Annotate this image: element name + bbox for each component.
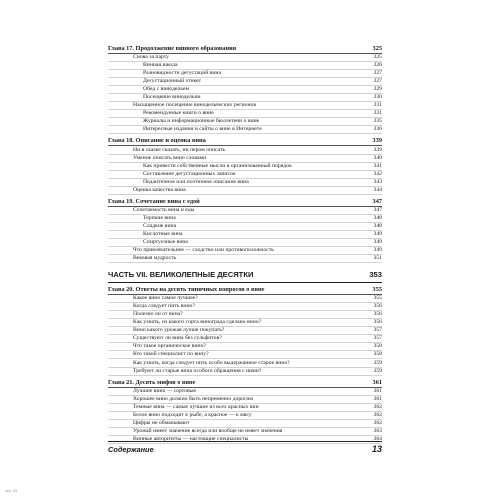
toc-page-number: 342: [373, 170, 382, 177]
toc-title: Темные вина — самые лучшие из всех красных вин: [133, 403, 259, 410]
footer-page-number: 13: [371, 444, 382, 454]
toc-page-number: 357: [373, 335, 382, 342]
toc-page-number: 327: [373, 70, 382, 77]
toc-page-number: 349: [373, 230, 382, 237]
toc-title: Вековая мудрость: [133, 255, 177, 262]
toc-page-number: 361: [373, 387, 382, 394]
toc-title: ЧАСТЬ VII. ВЕЛИКОЛЕПНЫЕ ДЕСЯТКИ: [108, 270, 254, 280]
toc-entry: [108, 171, 382, 179]
toc-entry: [108, 187, 382, 195]
footer-title: Содержание: [108, 444, 154, 454]
toc-title: Терпкие вина: [143, 214, 176, 221]
toc-title: Кто такой специалист по вину?: [133, 351, 209, 358]
toc-page-number: 349: [373, 238, 382, 245]
toc-page-number: 325: [373, 54, 382, 61]
toc-title: Урожай имеет значение всегда или вообще не имеет значения: [133, 427, 283, 434]
toc-page-number: 331: [373, 102, 382, 109]
toc-page-number: 327: [373, 78, 382, 85]
toc-page-number: 356: [373, 303, 382, 310]
toc-entry: [108, 319, 382, 327]
toc-page-number: 358: [373, 351, 382, 358]
toc-entry: [108, 368, 382, 376]
toc-title: Кислотные вина: [143, 230, 183, 237]
toc-title: Как узнать, из какого сорта винограда сделано вино?: [133, 319, 262, 326]
toc-entry: [108, 102, 382, 110]
toc-title: Умение описать вино словами: [133, 154, 207, 161]
toc-title: Как привести собственные мысли в организованный порядок: [143, 162, 292, 169]
toc-page-number: 326: [373, 62, 382, 69]
toc-title: Снова за парту: [133, 54, 170, 61]
toc-page-number: 358: [373, 343, 382, 350]
toc-page-number: 355: [372, 286, 382, 294]
toc-title: Спиртуозные вина: [143, 238, 188, 245]
toc-title: Что привлекательнее — сходство или противоположность: [133, 247, 274, 254]
toc-entry: [108, 231, 382, 239]
toc-page-number: 330: [373, 94, 382, 101]
toc-entry: [108, 327, 382, 335]
toc-title: Составление дегустационных записок: [143, 170, 236, 177]
toc-page-number: 347: [373, 206, 382, 213]
toc-page-number: 359: [373, 367, 382, 374]
toc-title: Винная школа: [143, 62, 178, 69]
toc-title: Что такое органическое вино?: [133, 343, 206, 350]
toc-entry: [108, 239, 382, 247]
toc-entry: [108, 78, 382, 86]
toc-entry: [108, 295, 382, 303]
toc-title: Интересные издания и сайты о вине в Интернете: [143, 126, 262, 133]
toc-page-number: 348: [373, 222, 382, 229]
toc-page-number: 331: [373, 110, 382, 117]
toc-page-number: 356: [373, 319, 382, 326]
toc-entry: [108, 396, 382, 404]
toc-entry: [108, 179, 382, 187]
toc-page-number: 347: [372, 197, 382, 205]
toc-entry: [108, 215, 382, 223]
toc-title: Посещение винодельни: [143, 94, 201, 101]
toc-page-number: 343: [373, 178, 382, 185]
toc-chapter: [108, 285, 382, 295]
toc-entry: [108, 404, 382, 412]
toc-title: Насыщенное посещение винодельческих регионов: [133, 102, 257, 109]
toc-page-number: 362: [373, 411, 382, 418]
toc-part: [108, 267, 382, 283]
toc-page-number: 340: [373, 154, 382, 161]
toc-entry: [108, 420, 382, 428]
toc-entry: [108, 110, 382, 118]
toc-title: Лучшие вина — сортовые: [133, 387, 197, 394]
toc-entry: [108, 223, 382, 231]
toc-entry: [108, 54, 382, 62]
toc-chapter: [108, 136, 382, 146]
toc-title: Обед с винодельем: [143, 86, 190, 93]
toc-title: Требуют ли старые вина особого обращения с ними?: [133, 367, 262, 374]
toc-title: Белое вино подходит к рыбе, а красное — к мясу: [133, 411, 252, 418]
toc-title: Сладкие вина: [143, 222, 177, 229]
toc-entry: [108, 412, 382, 420]
toc-page-number: 335: [373, 118, 382, 125]
toc-title: Глава 17. Продолжение винного образования: [108, 45, 237, 52]
toc-title: Полезно ли от вина?: [133, 311, 183, 318]
toc-entry: [108, 86, 382, 94]
toc-title: Цифры не обманывают: [133, 419, 190, 426]
corner-label: стр. 13: [5, 489, 18, 493]
toc-entry: [108, 62, 382, 70]
toc-chapter: [108, 378, 382, 388]
toc-entry: [108, 70, 382, 78]
toc-page-number: 325: [372, 45, 382, 52]
toc-chapter: [108, 197, 382, 207]
toc-page-number: 329: [373, 86, 382, 93]
toc-entry: [108, 335, 382, 343]
toc-title: Глава 18. Описание и оценка вина: [108, 137, 206, 145]
toc-title: Рекомендуемые книги о вине: [143, 110, 214, 117]
toc-entry: [108, 247, 382, 255]
toc-title: Глава 19. Сочетание вина с едой: [108, 197, 200, 205]
toc-page-number: 362: [373, 403, 382, 410]
toc-page-number: 344: [373, 186, 382, 193]
toc-entry: [108, 126, 382, 134]
toc-entry: [108, 359, 382, 367]
toc-page-number: 361: [373, 395, 382, 402]
toc-page-number: 359: [373, 359, 382, 366]
toc-title: Глава 21. Десять мифов о вине: [108, 378, 196, 386]
toc-title: Сочетаемость вина и еды: [133, 206, 195, 213]
toc-page-number: 357: [373, 327, 382, 334]
toc-entry: [108, 163, 382, 171]
toc-entry: [108, 343, 382, 351]
toc-page-number: 364: [373, 435, 382, 442]
toc-title: Педантичное или поэтичное описание вина: [143, 178, 249, 185]
table-of-contents: [108, 42, 382, 444]
toc-entry: [108, 388, 382, 396]
toc-entry: [108, 311, 382, 319]
toc-title: Когда следует пить вино?: [133, 303, 195, 310]
toc-title: Дегустационный этикет: [143, 78, 202, 85]
toc-title: Существуют ли вина без сульфитов?: [133, 335, 222, 342]
toc-title: Как узнать, когда следует пить особо выдержанное старое вино?: [133, 359, 290, 366]
toc-chapter: [108, 44, 382, 54]
toc-entry: [108, 94, 382, 102]
toc-entry: [108, 351, 382, 359]
toc-page-number: 353: [369, 270, 382, 280]
toc-title: Глава 20. Ответы на десять типичных вопросов о вине: [108, 286, 265, 294]
toc-entry: [108, 428, 382, 436]
toc-page-number: 363: [373, 427, 382, 434]
toc-page-number: 336: [373, 126, 382, 133]
toc-title: Журналы и информационные бюллетени о вине: [143, 118, 260, 125]
toc-page-number: 348: [373, 214, 382, 221]
toc-entry: [108, 155, 382, 163]
toc-page-number: 355: [373, 295, 382, 302]
toc-title: Какое вино самое лучшее?: [133, 295, 198, 302]
toc-title: Хорошее вино должно быть непременно дорогим: [133, 395, 253, 402]
toc-entry: [108, 146, 382, 154]
toc-page-number: 339: [372, 137, 382, 145]
toc-title: Оценка качества вина: [133, 186, 186, 193]
toc-page-number: 356: [373, 311, 382, 318]
toc-page-number: 361: [372, 378, 382, 386]
toc-page-number: 349: [373, 247, 382, 254]
toc-page-number: 362: [373, 419, 382, 426]
toc-page-number: 351: [373, 255, 382, 262]
toc-entry: [108, 207, 382, 215]
toc-page-number: 341: [373, 162, 382, 169]
toc-title: Разновидности дегустаций вина: [143, 70, 221, 77]
toc-entry: [108, 303, 382, 311]
page-footer: [108, 441, 382, 456]
toc-title: Винные авторитеты — настоящие специалисты: [133, 435, 249, 442]
toc-entry: [108, 118, 382, 126]
toc-page-number: 339: [373, 146, 382, 153]
toc-title: Ни в сказке сказать, ни пером описать: [133, 146, 226, 153]
toc-title: Вино какого урожая лучше покупать?: [133, 327, 225, 334]
toc-entry: [108, 255, 382, 263]
